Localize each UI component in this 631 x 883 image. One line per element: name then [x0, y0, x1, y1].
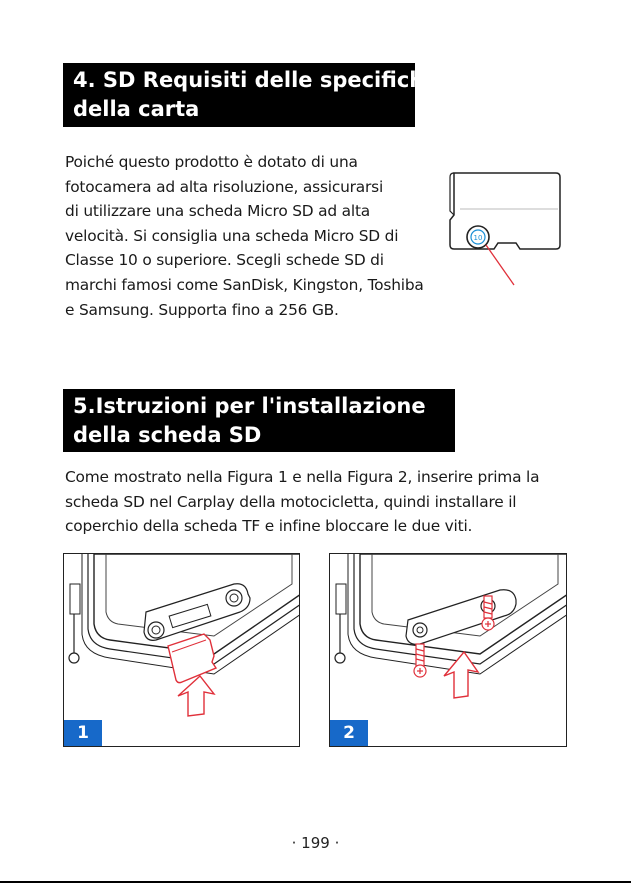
page-number: · 199 · [291, 834, 340, 852]
paragraph-line: Classe 10 o superiore. Scegli schede SD di [65, 251, 384, 270]
paragraph-line: Come mostrato nella Figura 1 e nella Figura 2, inserire prima la [65, 468, 540, 486]
heading-line: della scheda SD [73, 423, 262, 447]
figure-1 [63, 553, 300, 747]
paragraph-line: di utilizzare una scheda Micro SD ad alta [65, 202, 371, 221]
heading-line: 5.Istruzioni per l'installazione [73, 394, 426, 418]
section-4-heading [63, 63, 439, 127]
paragraph-line: scheda SD nel Carplay della motocicletta, quindi installare il [65, 492, 517, 511]
paragraph-line: fotocamera ad alta risoluzione, assicurarsi [65, 177, 384, 196]
sd-class-badge: 10 [473, 234, 483, 242]
section-4-paragraph [65, 150, 424, 322]
figure-number-badge: 2 [330, 720, 368, 746]
section-5-paragraph [65, 465, 539, 539]
section-5-heading [63, 389, 455, 452]
heading-line: della carta [73, 97, 200, 121]
paragraph-line: velocità. Si consiglia una scheda Micro SD di [65, 226, 399, 245]
paragraph-line: Poiché questo prodotto è dotato di una [65, 153, 358, 171]
figure-2 [329, 553, 567, 747]
sd-insertion-illustration [64, 554, 300, 747]
paragraph-line: coperchio della scheda TF e infine bloccare le due viti. [65, 517, 473, 536]
micro-sd-card-illustration [440, 165, 565, 290]
cover-screw-illustration [330, 554, 567, 747]
figure-number-badge: 1 [64, 720, 102, 746]
heading-line: 4. SD Requisiti delle specifiche [73, 68, 439, 92]
paragraph-line: marchi famosi come SanDisk, Kingston, Toshiba [65, 275, 424, 294]
paragraph-line: e Samsung. Supporta fino a 256 GB. [65, 300, 339, 319]
